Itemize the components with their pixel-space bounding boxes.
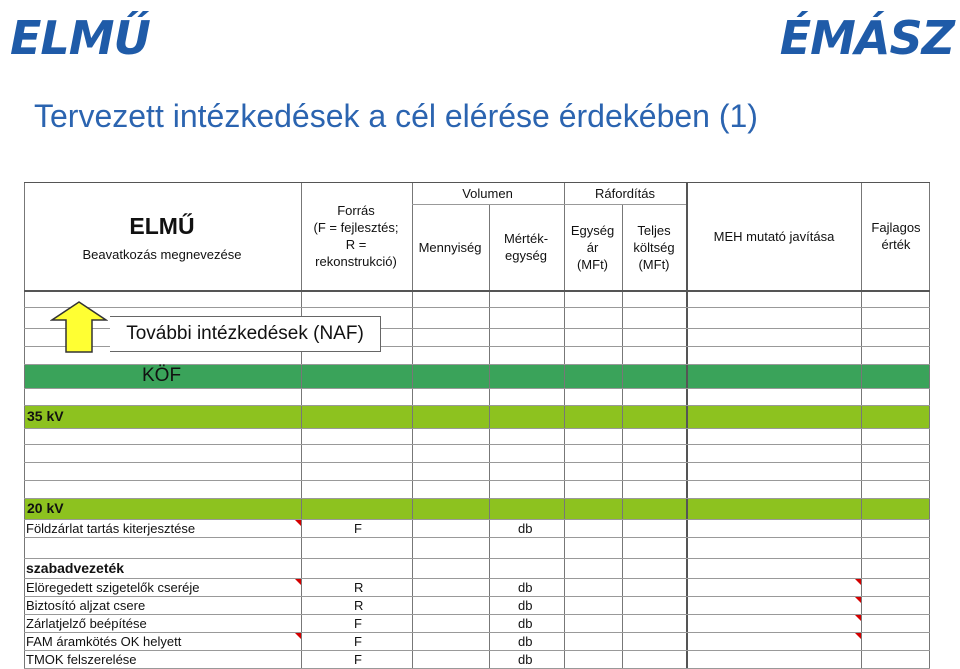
- table-row-source: R: [354, 580, 364, 595]
- comment-marker-icon: [295, 633, 301, 639]
- page-title: Tervezett intézkedések a cél elérése érdekében (1): [34, 98, 758, 134]
- comment-marker-icon: [855, 597, 861, 603]
- table-row-name: Elöregedett szigetelők cseréje: [26, 580, 200, 595]
- expense-group-header: Ráfordítás: [595, 185, 655, 201]
- naf-section-label: További intézkedések (NAF): [110, 316, 381, 352]
- quantity-column-header: Mennyiség: [418, 239, 482, 255]
- table-row-unit: db: [518, 521, 533, 536]
- table-row-source: F: [354, 652, 362, 667]
- comment-marker-icon: [855, 615, 861, 621]
- up-arrow-icon: [50, 300, 108, 354]
- table-row-source: F: [354, 634, 362, 649]
- table-row-unit: db: [518, 616, 533, 631]
- measures-table: [24, 182, 930, 669]
- meh-column-header: MEH mutató javítása: [713, 228, 835, 244]
- table-row-unit: db: [518, 580, 533, 595]
- volume-group-header: Volumen: [462, 185, 513, 201]
- unit-column-header: Mérték- egység: [503, 231, 549, 263]
- kv20-section-label: 20 kV: [27, 500, 64, 516]
- unit-price-column-header: Egység ár (MFt): [570, 222, 615, 272]
- elmu-logo: ELMŰ: [10, 11, 150, 65]
- specific-value-column-header: Fajlagos érték: [871, 220, 921, 252]
- comment-marker-icon: [295, 579, 301, 585]
- table-row-name: FAM áramkötés OK helyett: [26, 634, 182, 649]
- overhead-section-label: szabadvezeték: [26, 560, 125, 576]
- kv35-band: [24, 405, 930, 428]
- kv35-section-label: 35 kV: [27, 408, 64, 424]
- source-column-header: Forrás (F = fejlesztés; R = rekonstrukció): [313, 203, 399, 269]
- table-row-source: R: [354, 598, 364, 613]
- comment-marker-icon: [855, 633, 861, 639]
- company-header: ELMŰ: [129, 212, 195, 239]
- comment-marker-icon: [295, 520, 301, 526]
- table-row-name: TMOK felszerelése: [26, 652, 137, 667]
- table-row-unit: db: [518, 652, 533, 667]
- table-row-name: Földzárlat tartás kiterjesztése: [26, 521, 196, 536]
- kof-section-label: KÖF: [142, 365, 182, 386]
- table-row-name: Zárlatjelző beépítése: [26, 616, 147, 631]
- total-cost-column-header: Teljes költség (MFt): [633, 222, 675, 272]
- comment-marker-icon: [855, 579, 861, 585]
- name-column-header: Beavatkozás megnevezése: [82, 246, 242, 262]
- table-row-source: F: [354, 521, 362, 536]
- table-row-source: F: [354, 616, 362, 631]
- table-row-unit: db: [518, 634, 533, 649]
- table-row-unit: db: [518, 598, 533, 613]
- kv20-band: [24, 498, 930, 519]
- table-row-name: Biztosító aljzat csere: [26, 598, 146, 613]
- emasz-logo: ÉMÁSZ: [779, 11, 954, 65]
